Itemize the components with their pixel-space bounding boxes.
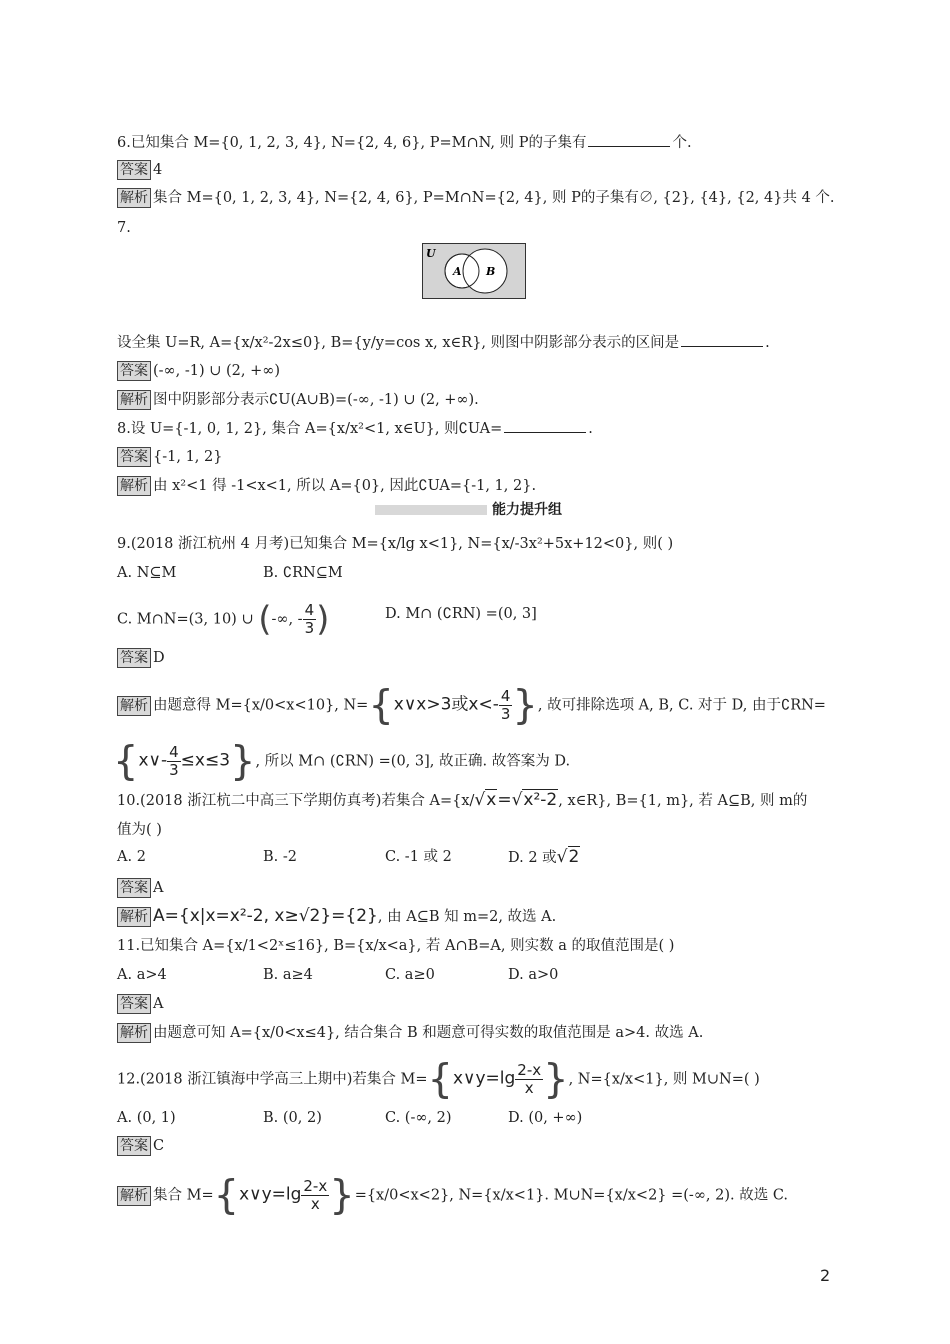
q9-stem: 9.(2018 浙江杭州 4 月考)已知集合 M={x/lg x<1}, N={x/-3x²+5x+12<0}, 则( )	[117, 536, 674, 552]
q10-option-a: A. 2	[117, 849, 146, 865]
analysis-tag: 解析	[117, 188, 151, 208]
answer-tag: 答案	[117, 447, 151, 467]
q9-answer: 答案 D	[117, 648, 165, 668]
answer-tag: 答案	[117, 1136, 151, 1156]
q9-analysis-line1: 解析 由题意得 M={x/0<x<10}, N={x∨x>3或x<- $\frac{4}{3}$ }, 故可排除选项 A, B, C. 对于 D, 由于∁RN=	[117, 688, 826, 723]
answer-tag: 答案	[117, 878, 151, 898]
q7-analysis: 解析 图中阴影部分表示∁U(A∪B)=(-∞, -1) ∪ (2, +∞).	[117, 390, 479, 410]
q9-analysis-line2: {x∨- $\frac{4}{3}$ ≤x≤3}, 所以 M∩ (∁RN) =(0, 3], 故正确. 故答案为 D.	[113, 738, 571, 785]
q12-analysis: 解析 集合 M={x∨y=lg $\frac{2-x}{x}$ }={x/0<x<2}, N={x/x<1}. M∪N={x/x<2} =(-∞, 2). 故选 C.	[117, 1178, 788, 1213]
venn-diagram	[422, 243, 526, 299]
venn-label-a: A	[453, 265, 462, 278]
q6-stem: 6.已知集合 M={0, 1, 2, 3, 4}, N={2, 4, 6}, P=M∩N, 则 P的子集有 个.	[117, 132, 692, 153]
q6-answer: 答案 4	[117, 160, 162, 180]
answer-tag: 答案	[117, 361, 151, 381]
q9-option-b: B. ∁RN⊆M	[263, 565, 343, 581]
q11-stem: 11.已知集合 A={x/1<2ˣ≤16}, B={x/x<a}, 若 A∩B=A, 则实数 a 的取值范围是( )	[117, 938, 675, 954]
q10-stem: 10.(2018 浙江杭二中高三下学期仿真考)若集合 A={x/√x=√x²-2, x∈R}, B={1, m}, 若 A⊆B, 则 m的	[117, 790, 808, 810]
q10-option-c: C. -1 或 2	[385, 849, 452, 865]
page-number: 2	[820, 1266, 831, 1285]
venn-label-u: U	[426, 247, 436, 260]
q9-option-d: D. M∩ (∁RN) =(0, 3]	[385, 606, 537, 622]
analysis-tag: 解析	[117, 1186, 151, 1206]
analysis-tag: 解析	[117, 907, 151, 927]
answer-tag: 答案	[117, 648, 151, 668]
venn-label-b: B	[486, 265, 496, 278]
q11-option-d: D. a>0	[508, 967, 559, 983]
section-header	[375, 502, 575, 516]
q10-answer: 答案 A	[117, 878, 163, 898]
q12-answer: 答案 C	[117, 1136, 164, 1156]
q8-blank	[504, 418, 586, 433]
q11-analysis: 解析 由题意可知 A={x/0<x≤4}, 结合集合 B 和题意可得实数的取值范围是 a>4. 故选 A.	[117, 1023, 703, 1043]
section-title: 能力提升组	[492, 502, 562, 518]
q9-option-a: A. N⊆M	[117, 565, 177, 581]
q8-answer: 答案 {-1, 1, 2}	[117, 447, 222, 467]
q12-option-b: B. (0, 2)	[263, 1110, 322, 1126]
q7-answer: 答案 (-∞, -1) ∪ (2, +∞)	[117, 361, 280, 381]
q9-option-c: C. M∩N=(3, 10) ∪ (-∞, - $\frac{4}{3}$ )	[117, 599, 330, 640]
analysis-tag: 解析	[117, 696, 151, 716]
q12-option-d: D. (0, +∞)	[508, 1110, 583, 1126]
q11-option-a: A. a>4	[117, 967, 167, 983]
q7-stem: 设全集 U=R, A={x/x²-2x≤0}, B={y/y=cos x, x∈R}, 则图中阴影部分表示的区间是 .	[117, 332, 770, 353]
q7-blank	[681, 332, 763, 347]
q8-analysis: 解析 由 x²<1 得 -1<x<1, 所以 A={0}, 因此∁UA={-1, 1, 2}.	[117, 476, 536, 496]
q10-option-b: B. -2	[263, 849, 297, 865]
q11-option-b: B. a≥4	[263, 967, 313, 983]
analysis-tag: 解析	[117, 1023, 151, 1043]
q7-number: 7.	[117, 220, 131, 236]
q8-stem: 8.设 U={-1, 0, 1, 2}, 集合 A={x/x²<1, x∈U}, 则∁UA= .	[117, 418, 593, 439]
q10-stem-line2: 值为( )	[117, 822, 162, 838]
q10-option-d: D. 2 或√2	[508, 847, 580, 867]
analysis-tag: 解析	[117, 390, 151, 410]
answer-tag: 答案	[117, 160, 151, 180]
q11-answer: 答案 A	[117, 994, 163, 1014]
q12-stem: 12.(2018 浙江镇海中学高三上期中)若集合 M={x∨y=lg $\frac{2-x}{x}$ }, N={x/x<1}, 则 M∪N=( )	[117, 1056, 760, 1103]
q6-blank	[588, 132, 670, 147]
q6-analysis: 解析 集合 M={0, 1, 2, 3, 4}, N={2, 4, 6}, P=M∩N={2, 4}, 则 P的子集有∅, {2}, {4}, {2, 4}共 4 个.	[117, 188, 835, 208]
q12-option-a: A. (0, 1)	[117, 1110, 176, 1126]
q12-option-c: C. (-∞, 2)	[385, 1110, 452, 1126]
answer-tag: 答案	[117, 994, 151, 1014]
section-bar	[375, 505, 487, 515]
q11-option-c: C. a≥0	[385, 967, 435, 983]
q10-analysis: 解析 A={x|x=x²-2, x≥√2}={2}, 由 A⊆B 知 m=2, 故选 A.	[117, 906, 556, 927]
analysis-tag: 解析	[117, 476, 151, 496]
